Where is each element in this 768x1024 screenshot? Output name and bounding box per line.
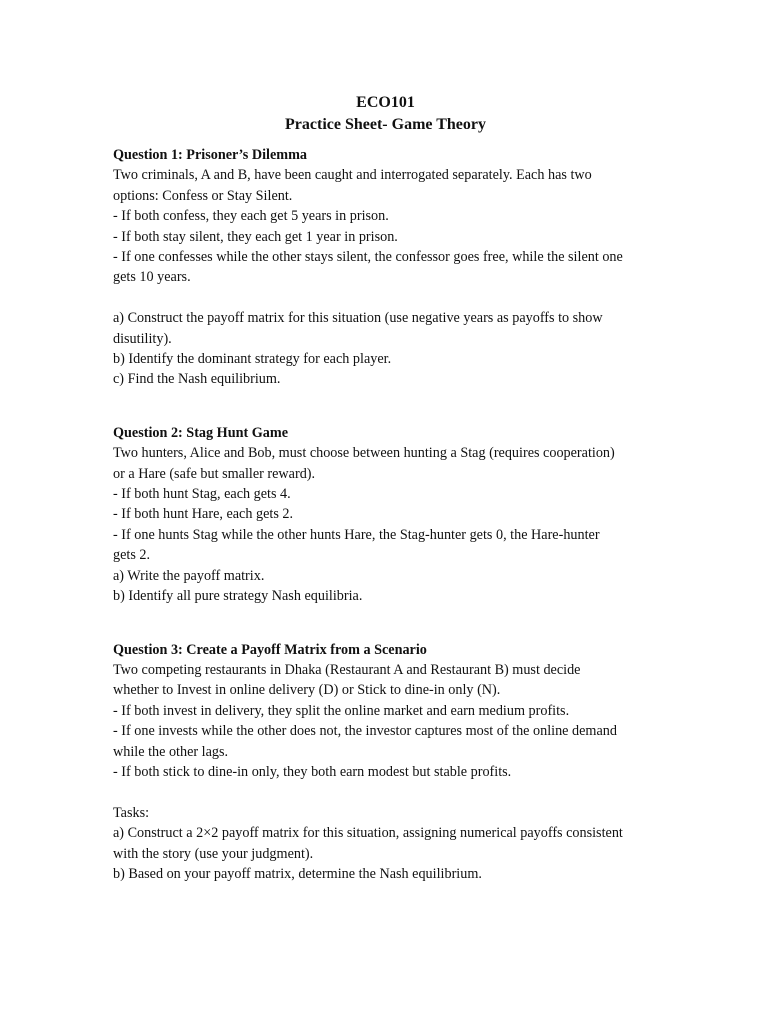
- question-3-line: while the other lags.: [113, 743, 229, 760]
- question-1-title: Question 1: Prisoner’s Dilemma: [113, 147, 307, 163]
- question-3-title: Question 3: Create a Payoff Matrix from a Scenario: [113, 641, 427, 658]
- question-3-line: - If one invests while the other does not, the investor captures most of the online demand: [113, 723, 617, 740]
- question-2-line: gets 2.: [113, 547, 151, 564]
- question-2-line: - If one hunts Stag while the other hunts Hare, the Stag-hunter gets 0, the Hare-hunter: [113, 526, 600, 543]
- question-1-task: disutility).: [113, 330, 172, 347]
- sheet-title: Practice Sheet- Game Theory: [285, 116, 486, 133]
- question-1-line: - If both stay silent, they each get 1 year in prison.: [113, 228, 398, 245]
- question-3-line: - If both stick to dine-in only, they both earn modest but stable profits.: [113, 763, 512, 780]
- question-1-line: Two criminals, A and B, have been caught and interrogated separately. Each has two: [113, 167, 592, 184]
- spacer: [113, 607, 658, 640]
- question-1-task: a) Construct the payoff matrix for this situation (use negative years as payoffs to show: [113, 310, 603, 327]
- question-1: [113, 145, 658, 390]
- question-1-line: options: Confess or Stay Silent.: [113, 187, 293, 204]
- question-3-task: with the story (use your judgment).: [113, 845, 314, 862]
- question-3-line: - If both invest in delivery, they split the online market and earn medium profits.: [113, 702, 570, 719]
- question-3-tasks-label: Tasks:: [113, 804, 150, 821]
- question-1-task: c) Find the Nash equilibrium.: [113, 371, 281, 388]
- question-3-line: Two competing restaurants in Dhaka (Restaurant A and Restaurant B) must decide: [113, 661, 581, 678]
- question-3-task: b) Based on your payoff matrix, determine the Nash equilibrium.: [113, 865, 482, 882]
- question-1-line: - If one confesses while the other stays silent, the confessor goes free, while the silent one: [113, 249, 623, 266]
- question-2-line: b) Identify all pure strategy Nash equilibria.: [113, 588, 363, 605]
- question-2-line: or a Hare (safe but smaller reward).: [113, 465, 316, 482]
- question-2-line: - If both hunt Stag, each gets 4.: [113, 486, 291, 503]
- spacer: [113, 782, 658, 802]
- question-2-line: - If both hunt Hare, each gets 2.: [113, 506, 294, 523]
- course-code: ECO101: [356, 94, 415, 111]
- document-header: [113, 92, 658, 136]
- question-2-line: a) Write the payoff matrix.: [113, 567, 265, 584]
- question-1-line: - If both confess, they each get 5 years in prison.: [113, 208, 389, 225]
- spacer: [113, 390, 658, 423]
- spacer: [113, 288, 658, 308]
- question-3-task: a) Construct a 2×2 payoff matrix for this situation, assigning numerical payoffs consistent: [113, 825, 623, 842]
- question-3-line: whether to Invest in online delivery (D) or Stick to dine-in only (N).: [113, 682, 501, 699]
- question-1-task: b) Identify the dominant strategy for each player.: [113, 351, 392, 368]
- question-3: [113, 640, 658, 885]
- question-1-line: gets 10 years.: [113, 269, 191, 286]
- question-2: [113, 423, 658, 607]
- document-page: [113, 92, 658, 884]
- question-2-line: Two hunters, Alice and Bob, must choose between hunting a Stag (requires cooperation): [113, 445, 615, 462]
- question-2-title: Question 2: Stag Hunt Game: [113, 424, 288, 441]
